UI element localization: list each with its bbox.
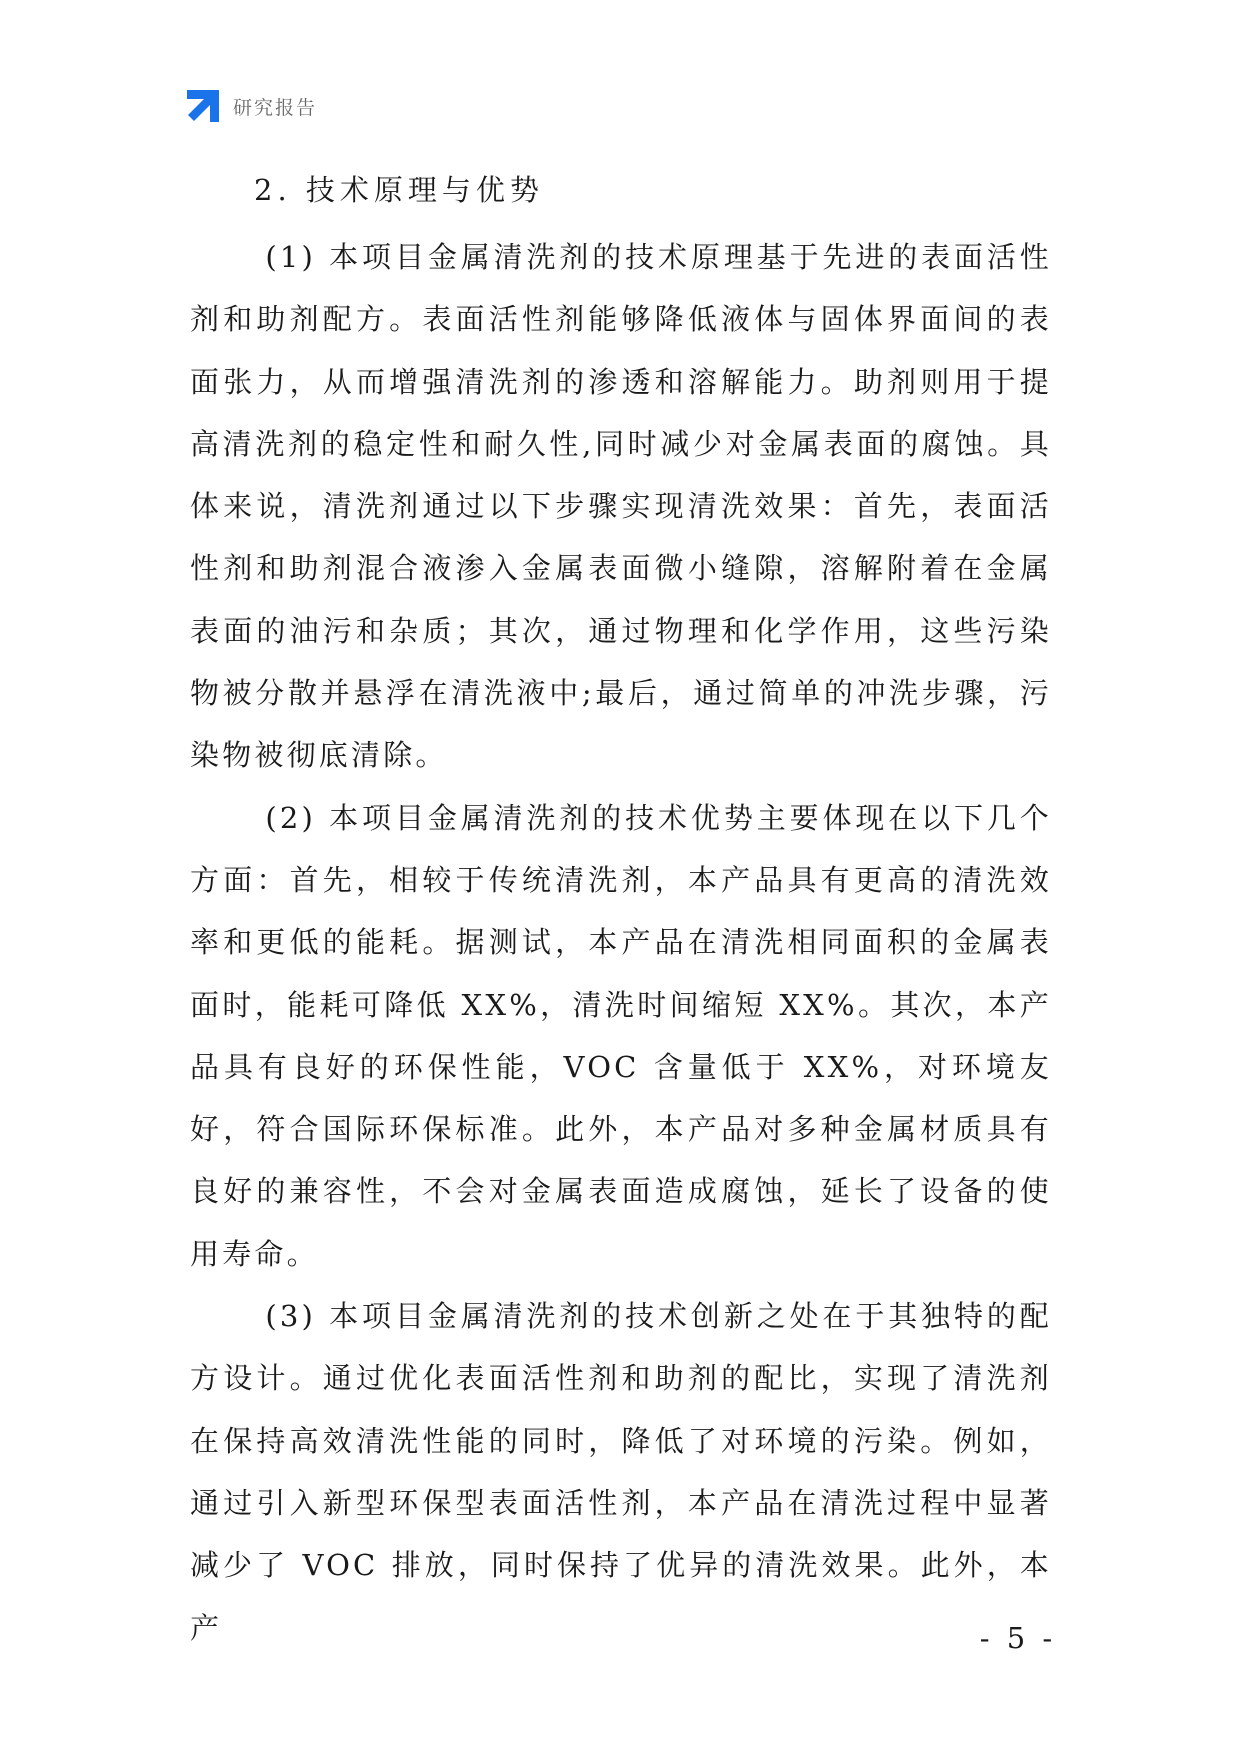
section-heading: 2. 技术原理与优势	[254, 173, 544, 207]
header-title: 研究报告	[233, 96, 318, 119]
arrow-up-right-logo-icon	[187, 90, 219, 122]
page-number: - 5 -	[979, 1621, 1057, 1655]
document-body	[190, 154, 1052, 1659]
paragraph-3: (3) 本项目金属清洗剂的技术创新之处在于其独特的配方设计。通过优化表面活性剂和助剂的配比，实现了清洗剂在保持高效清洗性能的同时，降低了对环境的污染。例如，通过引入新型环保型表面活性剂，本产品在清洗过程中显著减少了 VOC 排放，同时保持了优异的清洗效果。此外，本产	[190, 1299, 1052, 1645]
report-header	[187, 90, 317, 122]
paragraph-1: (1) 本项目金属清洗剂的技术原理基于先进的表面活性剂和助剂配方。表面活性剂能够降低液体与固体界面间的表面张力，从而增强清洗剂的渗透和溶解能力。助剂则用于提高清洗剂的稳定性和耐久性,同时减少对金属表面的腐蚀。具体来说，清洗剂通过以下步骤实现清洗效果：首先，表面活性剂和助剂混合液渗入金属表面微小缝隙，溶解附着在金属表面的油污和杂质；其次，通过物理和化学作用，这些污染物被分散并悬浮在清洗液中;最后，通过简单的冲洗步骤，污染物被彻底清除。	[190, 240, 1052, 773]
paragraph-2: (2) 本项目金属清洗剂的技术优势主要体现在以下几个方面：首先，相较于传统清洗剂，本产品具有更高的清洗效率和更低的能耗。据测试，本产品在清洗相同面积的金属表面时，能耗可降低 XX%，清洗时间缩短 XX%。其次，本产品具有良好的环保性能，VOC 含量低于 XX%，对环境友好，符合国际环保标准。此外，本产品对多种金属材质具有良好的兼容性，不会对金属表面造成腐蚀，延长了设备的使用寿命。	[190, 800, 1052, 1271]
